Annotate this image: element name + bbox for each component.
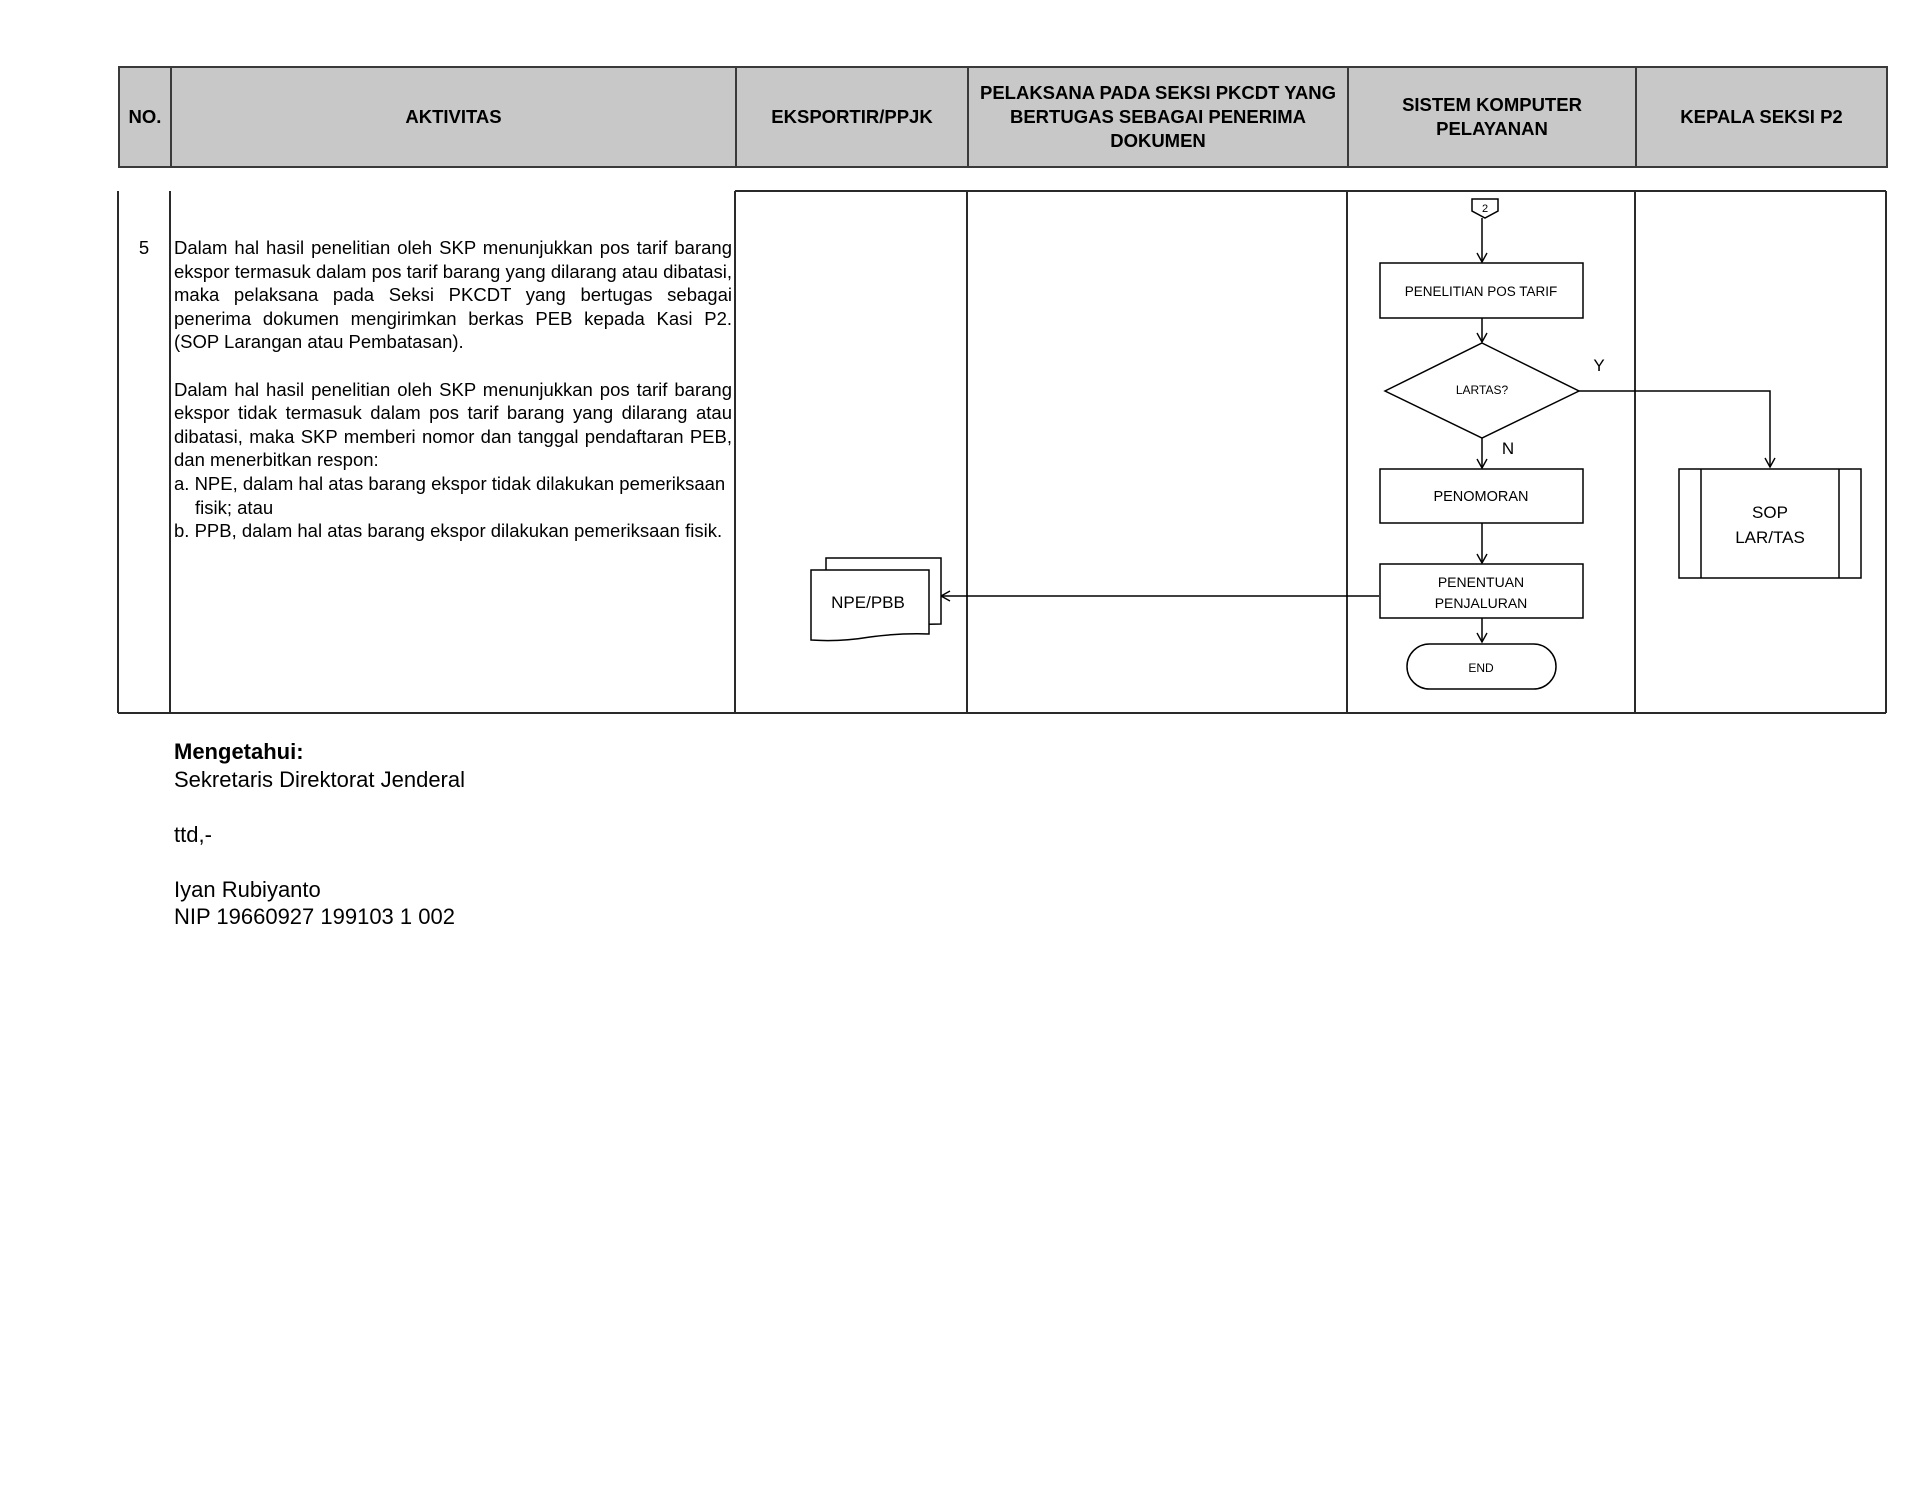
- header-no: NO.: [119, 67, 171, 167]
- process-penomoran: [1380, 469, 1583, 523]
- row-number: 5: [138, 237, 150, 258]
- sop-line1: SOP: [1752, 503, 1788, 522]
- decision-lartas-label: LARTAS?: [1455, 383, 1509, 397]
- decision-yes-label: Y: [1593, 356, 1605, 375]
- flow-arrows: [941, 218, 1770, 642]
- activity-description: [174, 236, 732, 543]
- header-kepala: KEPALA SEKSI P2: [1636, 67, 1887, 167]
- signature-position: Sekretaris Direktorat Jenderal: [174, 766, 466, 792]
- process-penomoran-label: PENOMORAN: [1433, 489, 1529, 505]
- process-penelitian-label: PENELITIAN POS TARIF: [1404, 284, 1558, 299]
- process-penjaluran: [1380, 564, 1583, 618]
- activity-item-a: a. NPE, dalam hal atas barang ekspor tidak dilakukan pemeriksaan fisik; atau: [174, 472, 726, 518]
- connector-label: 2: [1481, 203, 1489, 215]
- connector-shape: [1472, 199, 1498, 218]
- header-aktivitas: AKTIVITAS: [171, 67, 736, 167]
- activity-paragraph-1: Dalam hal hasil penelitian oleh SKP menunjukkan pos tarif barang ekspor termasuk dalam pos tarif barang yang dilarang atau dibatasi, maka pelaksana pada Seksi PKCDT yang bertugas sebagai penerima dokumen mengirimkan berkas PEB kepada Kasi P2. (SOP Larangan atau Pembatasan).: [174, 237, 732, 353]
- process-penjaluran-line2: PENJALURAN: [1434, 595, 1528, 611]
- predefined-sop-lartas: [1679, 469, 1861, 578]
- signature-name: Iyan Rubiyanto: [174, 876, 321, 902]
- header-sistem: SISTEM KOMPUTER PELAYANAN: [1348, 67, 1636, 167]
- signature-nip: NIP 19660927 199103 1 002: [174, 904, 455, 929]
- header-eksportir: EKSPORTIR/PPJK: [736, 67, 968, 167]
- activity-item-b: b. PPB, dalam hal atas barang ekspor dilakukan pemeriksaan fisik.: [174, 520, 723, 542]
- process-penjaluran-line1: PENENTUAN: [1437, 574, 1525, 590]
- decision-no-label: N: [1501, 439, 1515, 458]
- process-penelitian: [1380, 263, 1583, 318]
- decision-lartas: [1385, 343, 1579, 438]
- signature-heading: Mengetahui:: [174, 739, 304, 764]
- document-npe-pbb: [811, 558, 941, 641]
- terminator-end: [1407, 644, 1556, 689]
- signature-block: [174, 738, 465, 931]
- terminator-end-label: END: [1468, 661, 1494, 675]
- sop-line2: LAR/TAS: [1735, 528, 1805, 547]
- document-npe-pbb-label: NPE/PBB: [831, 593, 905, 612]
- header-pelaksana: PELAKSANA PADA SEKSI PKCDT YANG BERTUGAS SEBAGAI PENERIMA DOKUMEN: [968, 67, 1348, 167]
- signature-ttd: ttd,-: [174, 821, 212, 847]
- activity-paragraph-2: Dalam hal hasil penelitian oleh SKP menunjukkan pos tarif barang ekspor tidak termasuk dalam pos tarif barang yang dilarang atau dibatasi, maka SKP memberi nomor dan tanggal pendaftaran PEB, dan menerbitkan respon:: [174, 378, 732, 471]
